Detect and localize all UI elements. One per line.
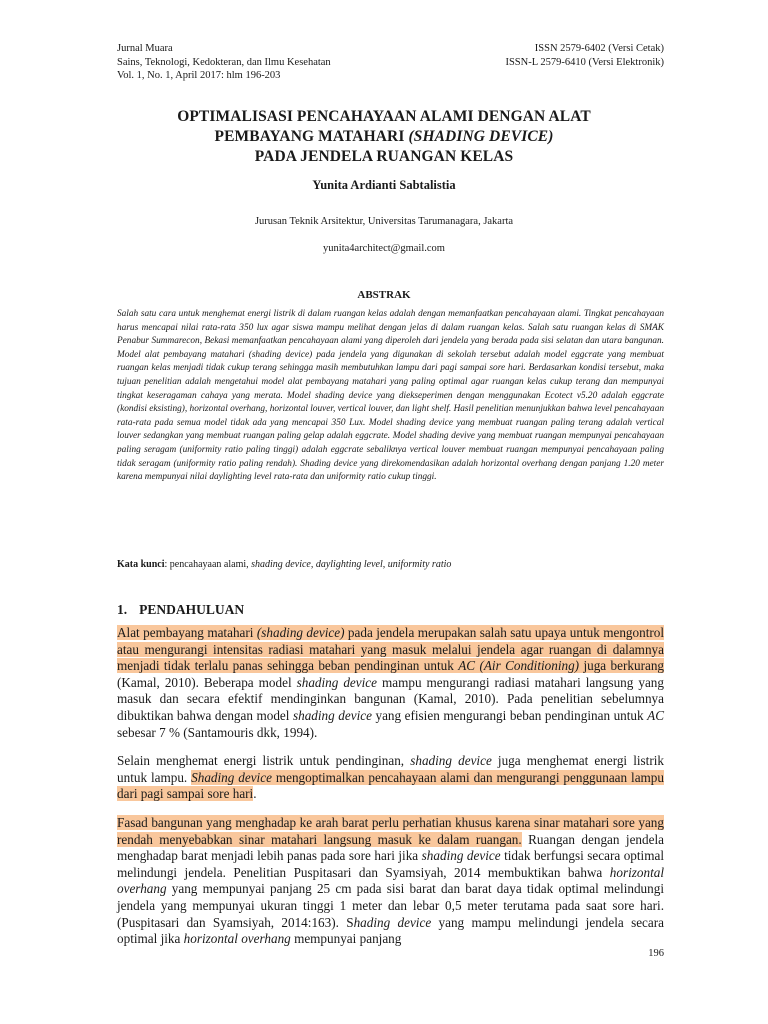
journal-volume: Vol. 1, No. 1, April 2017: hlm 196-203 [117,70,281,81]
text-run-italic: AC [647,707,664,723]
text-run: sebesar 7 % (Santamouris dkk, 1994). [117,724,318,740]
title-line-2-text: PEMBAYANG MATAHARI [214,128,409,145]
title-line-2-italic: (SHADING DEVICE) [408,128,554,145]
section-heading [117,602,244,618]
abstract-heading: ABSTRAK [357,289,411,301]
text-run: mempunyai panjang [290,931,402,947]
page-number: 196 [648,948,664,959]
journal-name: Jurnal Muara [117,43,173,54]
paragraph-2 [117,753,664,803]
text-run-italic: shading device [296,674,378,690]
text-run-italic: hading device [353,914,432,930]
section-number: 1. [117,602,128,617]
text-run: Alat pembayang matahari [117,625,257,640]
journal-info [117,42,331,83]
text-run: pada jendela merupakan salah satu upaya untuk mengontrol atau mengurangi intensitas radiasi matahari yang masuk melalui jendela agar ruangan di dalamnya menjadi tidak terlalu panas sehingga beban pendinginan untuk [117,625,665,674]
text-run-italic: horizontal overhang [117,864,664,897]
title-line-1: OPTIMALISASI PENCAHAYAAN ALAMI DENGAN ALAT [177,108,591,125]
keywords [117,559,664,570]
highlight: Fasad bangunan yang menghadap ke arah barat perlu perhatian khusus karena sinar matahari sore yang rendah menyebabkan sinar matahari langsung masuk ke dalam ruangan. [117,814,664,847]
page-header [117,42,664,83]
text-run: yang mempunyai panjang 25 cm pada sisi barat dan barat daya tidak optimal melindungi jendela yang mempunyai ukuran tinggi 1 meter dan lebar 0,5 meter terutama pada saat sore hari. (Puspitasari dan Syamsiyah, 2014:163). S [117,881,664,930]
text-run-italic: Shading device [191,769,272,785]
text-run-italic: shading device [410,753,492,769]
text-run: mengoptimalkan pencahayaan alami dan mengurangi penggunaan lampu dari pagi sampai sore hari [117,769,664,802]
highlight [117,770,664,802]
paragraph-3 [117,815,664,948]
text-run: mampu mengurangi radiasi matahari langsung yang masuk dan secara efektif mendinginkan bangunan (Kamal, 2010). Pada penelitian sebelumnya dibuktikan bahwa dengan model [117,674,664,723]
text-run-italic: shading device [421,848,501,864]
text-run-italic: (shading device) [256,625,345,640]
text-run-italic: AC (Air Conditioning) [458,658,580,674]
text-run: tidak berfungsi secara optimal melindungi jendela. Penelitian Puspitasari dan Syamsiyah, 2014 membuktikan bahwa [117,848,664,880]
issn-electronic: ISSN-L 2579-6410 (Versi Elektronik) [505,56,664,68]
text-run: Selain menghemat energi listrik untuk pendinginan, [117,753,411,769]
issn-print: ISSN 2579-6402 (Versi Cetak) [534,43,664,54]
highlight [117,625,664,673]
paper-title [100,107,668,167]
text-run: juga berkurang [579,658,665,674]
text-run-italic: shading device [292,707,372,723]
body-text [117,625,664,960]
keywords-label: Kata kunci [117,559,165,570]
text-run: yang mampu melindungi jendela secara optimal jika [117,914,665,947]
text-run: yang efisien mengurangi beban pendinginan untuk [371,707,648,723]
keywords-italic: shading device, daylighting level, uniformity ratio [251,559,452,570]
author-email[interactable]: yunita4architect@gmail.com [323,243,445,254]
issn-info [505,42,664,83]
abstract-text: Salah satu cara untuk menghemat energi listrik di dalam ruangan kelas adalah dengan memanfaatkan pencahayaan alami. Tingkat pencahayaan harus mencapai nilai rata-rata 350 lux agar siswa mampu melihat dengan jelas di dalam ruangan kelas. Salah satu ruangan kelas di SMAK Penabur Summarecon, Bekasi memanfaatkan pencahayaan alami yang diperoleh dari jendela yang berada pada sisi selatan dan utara bangunan. Model alat pembayang matahari (shading device) pada jendela yang digunakan di sekolah tersebut adalah model eggcrate yang membuat ruangan kelas menjadi tidak cukup terang sehingga masih membutuhkan lampu dari pagi sampai sore hari. Berdasarkan kondisi tersebut, maka tujuan penelitian adalah mengetahui model alat pembayang matahari yang paling optimal agar ruangan kelas cukup terang dan mempunyai tingkat keseragaman cahaya yang merata. Model shading device yang diekseperimen dengan menggunakan Ecotect v5.20 adalah eggcrate (kondisi eksisting), horizontal overhang, horizontal louver, vertical louver, dan light shelf. Hasil penelitian menunjukkan bahwa level pencahayaan rata-rata pada semua model tidak ada yang mencapai 350 Lux. Model shading device yang membuat ruangan paling terang adalah vertical louver sedangkan yang membuat ruangan paling gelap adalah eggcrate. Model shading devive yang membuat ruangan mempunyai pencahayaan paling seragam (uniformity ratio paling tinggi) adalah eggcrate sebaliknya vertical louver membuat ruangan mempunyai pencahayaan paling tidak seragam (uniformity ratio paling rendah). Shading device yang direkomendasikan adalah horizontal overhang dengan panjang 1.20 meter karena mempunyai nilai daylighting level rata-rata dan uniformity ratio cukup tinggi. [117,309,664,483]
section-title: PENDAHULUAN [139,602,245,617]
text-run: (Kamal, 2010). Beberapa model [117,674,297,690]
journal-field: Sains, Teknologi, Kedokteran, dan Ilmu Kesehatan [117,56,331,68]
text-run-italic: horizontal overhang [183,931,291,947]
text-run: . [253,786,257,802]
text-run: Ruangan dengan jendela menghadap barat menjadi lebih panas pada sore hari jika [117,831,664,864]
paragraph-1 [117,625,664,741]
author-affiliation: Jurusan Teknik Arsitektur, Universitas Tarumanagara, Jakarta [254,216,514,227]
title-line-3: PADA JENDELA RUANGAN KELAS [254,148,514,165]
text-run: juga menghemat energi listrik untuk lampu. [117,753,664,785]
keywords-sep: : pencahayaan alami, [164,559,252,570]
title-line-2 [100,127,668,147]
author-name: Yunita Ardianti Sabtalistia [312,178,456,192]
